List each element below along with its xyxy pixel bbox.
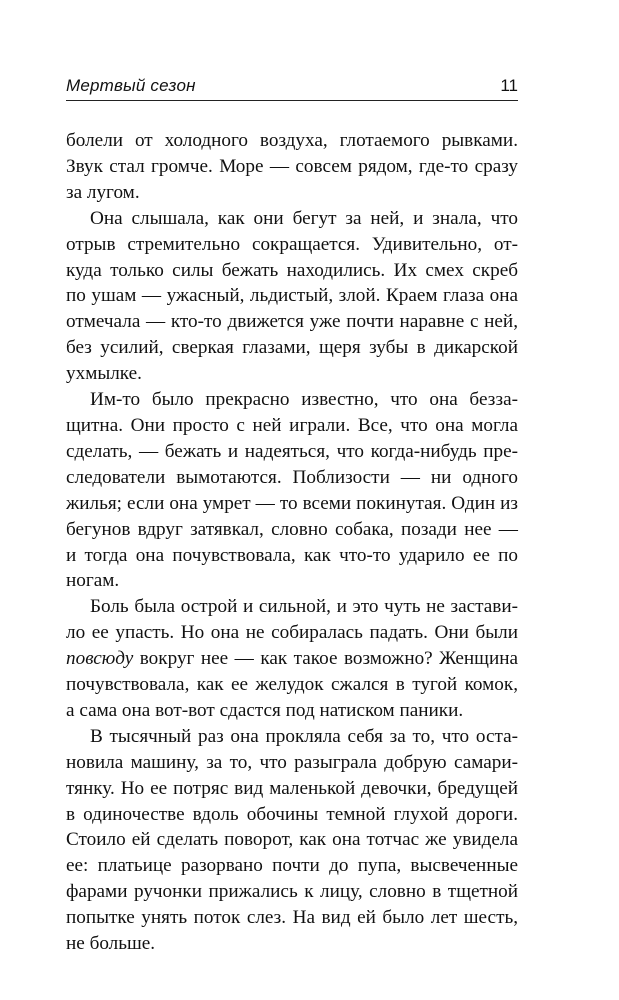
text-segment: вокруг нее — как такое возможно? Женщина [133, 648, 518, 670]
text-line: жилья; если она умрет — то всеми покинутая. Один из [66, 492, 518, 514]
body-text [66, 128, 518, 957]
text-line: попытке унять поток слез. На вид ей было лет шесть, [66, 907, 518, 929]
text-line: ее: платьице разорвано почти до пупа, высвеченные [66, 855, 518, 877]
text-line: новила машину, за то, что разыграла добрую самари- [66, 751, 518, 773]
text-line: куда только силы бежать находились. Их смех скреб [66, 259, 518, 281]
text-line: по ушам — ужасный, льдистый, злой. Краем глаза она [66, 285, 518, 307]
text-line: Она слышала, как они бегут за ней, и знала, что [90, 207, 518, 229]
text-line: Боль была острой и сильной, и это чуть не застави- [90, 596, 518, 618]
text-line: без усилий, сверкая глазами, щеря зубы в дикарской [66, 337, 518, 359]
text-line: болели от холодного воздуха, глотаемого рывками. [66, 130, 518, 151]
text-line: отрыв стремительно сокращается. Удивительно, от- [66, 233, 518, 255]
text-line: тянку. Но ее потряс вид маленькой девочки, бредущей [66, 777, 518, 799]
text-line: а сама она вот-вот сдастся под натиском паники. [66, 699, 464, 721]
text-line: ногам. [66, 570, 120, 592]
text-line: Звук стал громче. Море — совсем рядом, где-то сразу [66, 155, 518, 177]
text-line: следователи вымотаются. Поблизости — ни одного [66, 466, 518, 488]
text-line: и тогда она почувствовала, как что-то ударило ее по [66, 544, 518, 566]
text-line: Стоило ей сделать поворот, как она тотчас же увидела [66, 829, 518, 851]
text-line: почувствовала, как ее желудок сжался в тугой комок, [66, 674, 518, 696]
book-title: Мертвый сезон [66, 76, 196, 95]
text-line: В тысячный раз она прокляла себя за то, что оста- [90, 725, 518, 747]
text-line: щитна. Они просто с ней играли. Все, что она могла [66, 414, 518, 436]
text-line: Им-то было прекрасно известно, что она безза- [90, 389, 518, 411]
text-line-with-italic [66, 646, 518, 672]
text-line: сделать, — бежать и надеяться, что когда-нибудь пре- [66, 440, 518, 462]
text-line: ло ее упасть. Но она не собиралась падать. Они были [66, 622, 518, 644]
text-line: не больше. [66, 933, 156, 955]
text-line: в одиночестве вдоль обочины темной глухой дороги. [66, 803, 518, 825]
text-line: за лугом. [66, 181, 140, 203]
text-line: ухмылке. [66, 363, 142, 385]
italic-word: повсюду [66, 648, 134, 670]
page-number: 11 [500, 76, 518, 95]
text-line: бегунов вдруг затявкал, словно собака, позади нее — [66, 518, 518, 540]
text-line: отмечала — кто-то движется уже почти наравне с ней, [66, 311, 518, 333]
text-line: фарами ручонки прижались к лицу, словно в тщетной [66, 881, 518, 903]
running-head [66, 72, 518, 101]
